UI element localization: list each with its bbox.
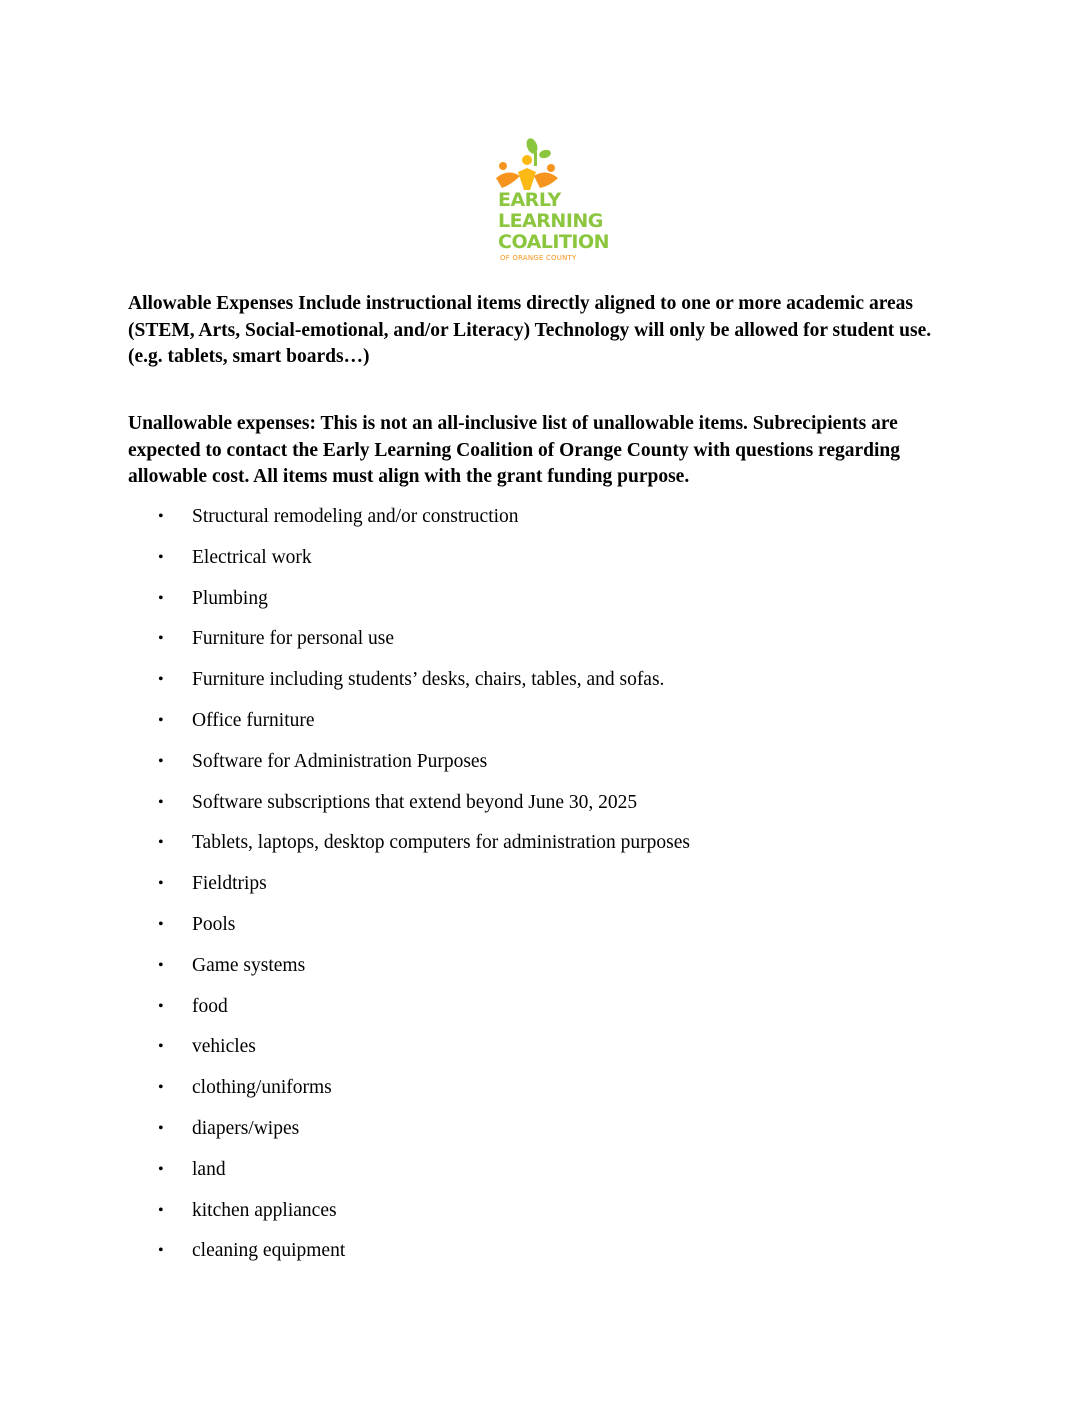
list-item-text: Fieldtrips [192, 873, 267, 895]
list-item-text: Pools [192, 913, 236, 935]
list-item [0, 830, 1088, 871]
bullet-icon: • [158, 589, 164, 607]
list-item [0, 1198, 1088, 1239]
list-item-text: Tablets, laptops, desktop computers for administration purposes [192, 832, 690, 854]
list-item [0, 1075, 1088, 1116]
list-item [0, 1157, 1088, 1198]
list-item-text: Structural remodeling and/or construction [192, 506, 519, 527]
list-item-text: Software for Administration Purposes [192, 750, 488, 772]
coalition-logo [494, 138, 610, 264]
bullet-icon: • [158, 1038, 164, 1056]
list-item [0, 994, 1088, 1035]
unallowable-expenses-paragraph: Unallowable expenses: This is not an all-inclusive list of unallowable items. Subrecipients are expected to contact the Early Learning Coalition of Orange County with questions regarding allowable cost. All items must align with the grant funding purpose. [128, 413, 901, 487]
list-item [0, 871, 1088, 912]
list-item [0, 749, 1088, 790]
bullet-icon: • [158, 1119, 164, 1137]
list-item-text: Game systems [192, 954, 306, 976]
bullet-icon: • [158, 875, 164, 893]
list-item-text: Software subscriptions that extend beyond June 30, 2025 [192, 791, 638, 813]
list-item-text: Office furniture [192, 709, 315, 731]
bullet-icon: • [158, 834, 164, 852]
list-item [0, 708, 1088, 749]
bullet-icon: • [158, 793, 164, 811]
allowable-expenses-paragraph: Allowable Expenses Include instructional items directly aligned to one or more academic areas (STEM, Arts, Social-emotional, and/or Literacy) Technology will only be allowed for student use. (e.g. tablets, smart boards…) [128, 293, 932, 367]
list-item [0, 1116, 1088, 1157]
list-item-text: land [192, 1158, 226, 1180]
bullet-icon: • [158, 711, 164, 729]
list-item [0, 1238, 1088, 1279]
bullet-icon: • [158, 915, 164, 933]
logo-text-line1: EARLY [498, 189, 561, 211]
logo-text-line2: LEARNING [498, 210, 603, 232]
logo-text-line3: COALITION [498, 231, 610, 253]
list-item-text: kitchen appliances [192, 1199, 337, 1221]
unallowable-items-list [0, 504, 1088, 1279]
bullet-icon: • [158, 1242, 164, 1260]
list-item-text: Furniture including students’ desks, chairs, tables, and sofas. [192, 669, 665, 691]
list-item [0, 1034, 1088, 1075]
bullet-icon: • [158, 1201, 164, 1219]
bullet-icon: • [158, 548, 164, 566]
list-item-text: diapers/wipes [192, 1117, 300, 1139]
list-item [0, 545, 1088, 586]
bullet-icon: • [158, 1079, 164, 1097]
list-item [0, 912, 1088, 953]
list-item-text: Plumbing [192, 587, 268, 609]
list-item-text: food [192, 995, 228, 1017]
bullet-icon: • [158, 956, 164, 974]
bullet-icon: • [158, 671, 164, 689]
bullet-icon: • [158, 508, 164, 525]
list-item [0, 504, 1088, 545]
list-item [0, 953, 1088, 994]
bullet-icon: • [158, 630, 164, 648]
list-item-text: Furniture for personal use [192, 628, 394, 650]
list-item [0, 790, 1088, 831]
bullet-icon: • [158, 997, 164, 1015]
bullet-icon: • [158, 752, 164, 770]
list-item-text: cleaning equipment [192, 1240, 346, 1262]
list-item [0, 626, 1088, 667]
list-item [0, 667, 1088, 708]
list-item-text: clothing/uniforms [192, 1077, 332, 1099]
list-item [0, 586, 1088, 627]
list-item-text: Electrical work [192, 546, 312, 568]
logo-subtitle: OF ORANGE COUNTY [500, 254, 577, 262]
logo-figures-icon [494, 138, 560, 194]
list-item-text: vehicles [192, 1036, 256, 1058]
bullet-icon: • [158, 1160, 164, 1178]
